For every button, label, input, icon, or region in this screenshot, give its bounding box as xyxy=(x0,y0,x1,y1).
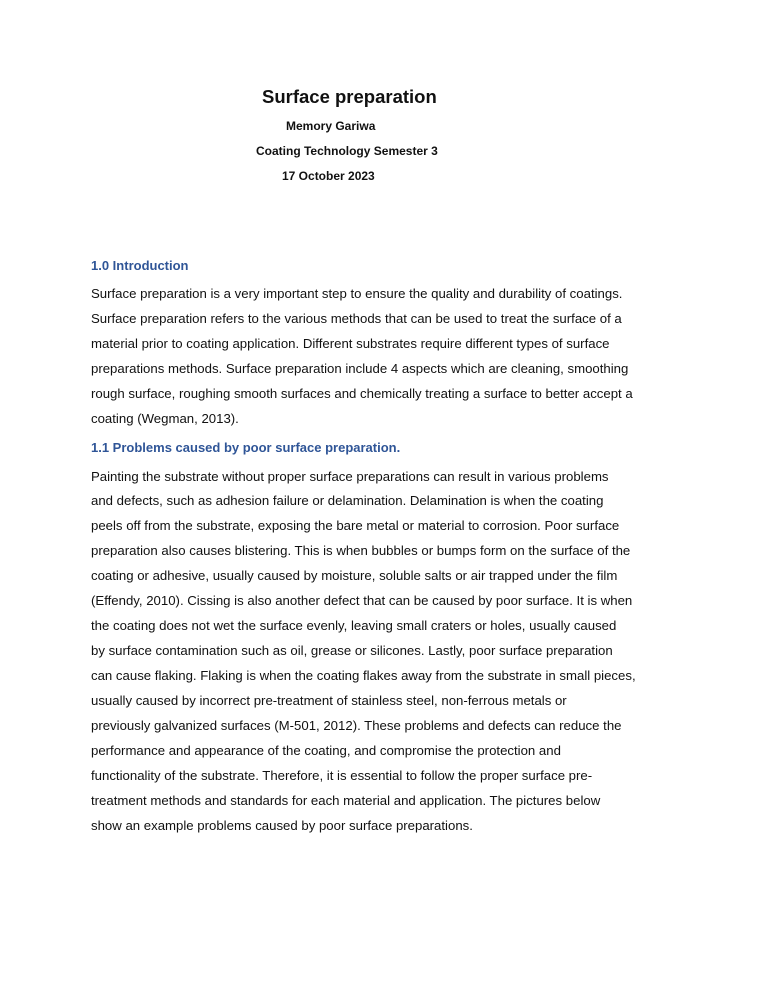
section-heading-problems: 1.1 Problems caused by poor surface preparation. xyxy=(91,440,401,455)
paragraph-line: Surface preparation is a very important step to ensure the quality and durability of coatings. xyxy=(91,286,623,301)
paragraph-line: previously galvanized surfaces (M-501, 2012). These problems and defects can reduce the xyxy=(91,718,622,733)
date: 17 October 2023 xyxy=(282,169,375,183)
paragraph-line: Surface preparation refers to the various methods that can be used to treat the surface of a xyxy=(91,310,622,326)
paragraph-line: peels off from the substrate, exposing the bare metal or material to corrosion. Poor surface xyxy=(91,518,620,534)
author: Memory Gariwa xyxy=(286,119,376,133)
paragraph-line: (Effendy, 2010). Cissing is also another defect that can be caused by poor surface. It is when xyxy=(91,593,633,609)
paragraph-line: coating (Wegman, 2013). xyxy=(91,410,239,426)
paragraph-line: usually caused by incorrect pre-treatment of stainless steel, non-ferrous metals or xyxy=(91,693,567,709)
document-title: Surface preparation xyxy=(262,86,437,107)
paragraph-line: and defects, such as adhesion failure or delamination. Delamination is when the coating xyxy=(91,493,604,509)
paragraph-line: the coating does not wet the surface evenly, leaving small craters or holes, usually caused xyxy=(91,618,617,634)
paragraph-line: functionality of the substrate. Therefore, it is essential to follow the proper surface pre- xyxy=(91,767,593,783)
paragraph-line: can cause flaking. Flaking is when the coating flakes away from the substrate in small pieces, xyxy=(91,668,636,684)
paragraph-line: show an example problems caused by poor surface preparations. xyxy=(91,817,473,833)
paragraph-line: Painting the substrate without proper surface preparations can result in various problems xyxy=(91,468,609,484)
section-heading-introduction: 1.0 Introduction xyxy=(91,258,189,273)
paragraph-line: rough surface, roughing smooth surfaces and chemically treating a surface to better accept a xyxy=(91,385,633,401)
paragraph-line: preparations methods. Surface preparation include 4 aspects which are cleaning, smoothing xyxy=(91,360,629,376)
paragraph-line: treatment methods and standards for each material and application. The pictures below xyxy=(91,792,601,808)
paragraph-line: by surface contamination such as oil, grease or silicones. Lastly, poor surface preparation xyxy=(91,643,613,659)
paragraph-line: performance and appearance of the coating, and compromise the protection and xyxy=(91,742,561,758)
paragraph-line: coating or adhesive, usually caused by moisture, soluble salts or air trapped under the film xyxy=(91,568,618,584)
paragraph-line: preparation also causes blistering. This is when bubbles or bumps form on the surface of the xyxy=(91,543,631,559)
course: Coating Technology Semester 3 xyxy=(256,144,438,158)
paragraph-line: material prior to coating application. Different substrates require different types of surface xyxy=(91,335,610,351)
